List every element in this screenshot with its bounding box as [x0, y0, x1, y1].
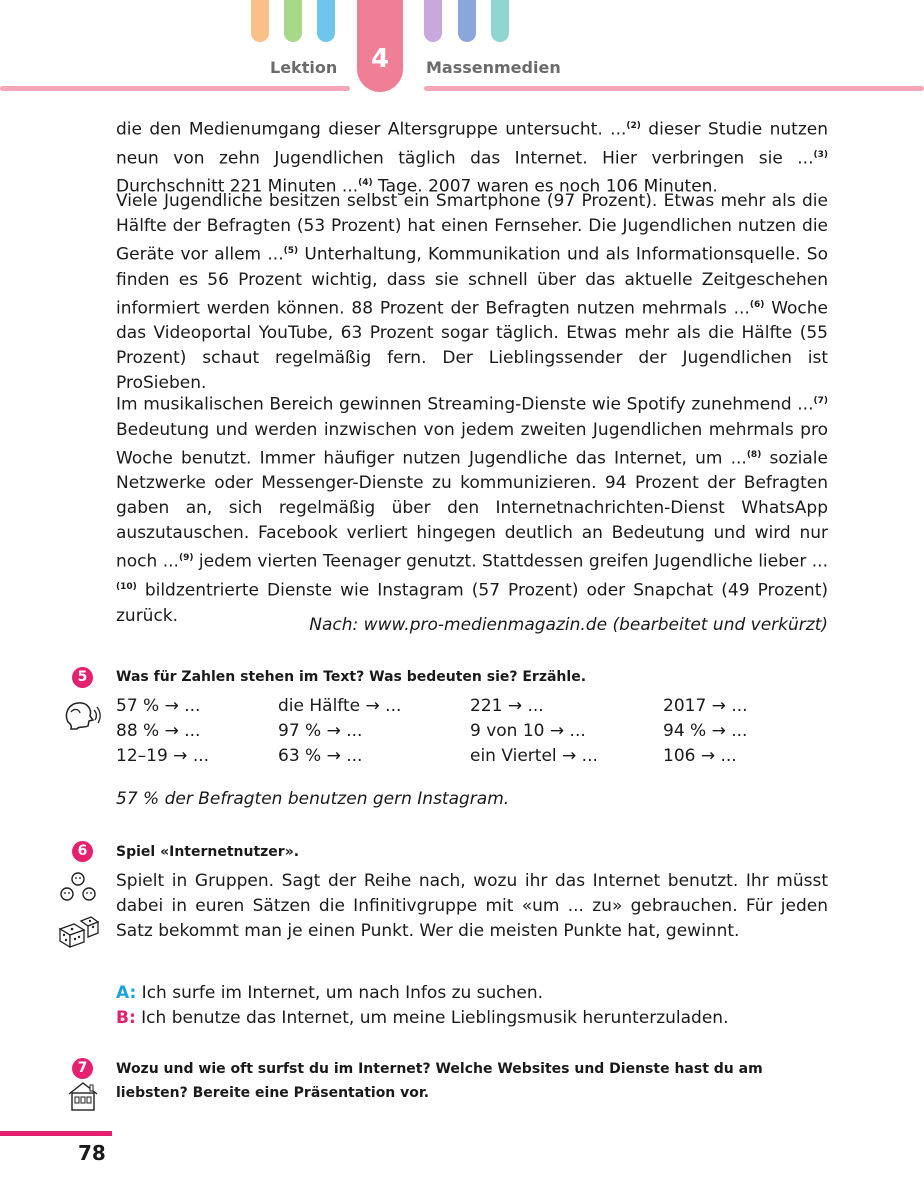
lesson-number: 4 — [370, 44, 390, 74]
article-paragraph-3: Im musikalischen Bereich gewinnen Streaming-Dienste wie Spotify zunehmend ...$^{(7)}$ Bedeutung und werden inzwischen von jedem zweiten Jugendlichen mehrmals pro Woche benutzt. Immer häufiger nutzen Jugendliche das Internet, um ...$^{(8)}$ soziale Netzwerke oder Messenger-Dienste zu kommunizieren. 94 Prozent der Befragten gaben an, sich regelmäßig über den Internetnachrichten-Dienst WhatsApp auszutauschen. Facebook verliert hingegen deutlich an Bedeutung und wird nur noch ...$^{(9)}$ jedem vierten Teenager genutzt. Stattdessen greifen Jugendliche lieber ...$^{(10)}$ bildzentrierte Dienste wie Instagram (57 Prozent) oder Snapchat (49 Prozent) zurück. — [116, 394, 828, 626]
dialog-line-b — [116, 1006, 728, 1031]
grid-item: 57 % → ... — [116, 696, 201, 716]
section-title: Massenmedien — [426, 58, 561, 77]
grid-item: 63 % → ... — [278, 746, 363, 766]
dialog-text-a: Ich surfe im Internet, um nach Infos zu suchen. — [136, 983, 544, 1003]
grid-item: 106 → ... — [663, 746, 737, 766]
color-tabs — [0, 0, 924, 44]
tab-green — [284, 0, 302, 42]
article-paragraph-1: die den Medienumgang dieser Altersgruppe untersucht. ...$^{(2)}$ dieser Studie nutzen neun von zehn Jugendlichen täglich das Internet. Hier verbringen sie ...$^{(3)}$ Durchschnitt 221 Minuten ...$^{(4)}$ Tage. 2007 waren es noch 106 Minuten. — [116, 119, 828, 197]
grid-item: 221 → ... — [470, 696, 544, 716]
grid-item: 97 % → ... — [278, 721, 363, 741]
task-6-number: 6 — [72, 841, 93, 862]
group-icon — [56, 870, 100, 906]
grid-item: 94 % → ... — [663, 721, 748, 741]
tab-teal — [491, 0, 509, 42]
speaker-a: A: — [116, 983, 137, 1003]
grid-item: 12–19 → ... — [116, 746, 210, 766]
task-5-example: 57 % der Befragten benutzen gern Instagram. — [116, 789, 510, 809]
header-line-left — [0, 86, 350, 91]
task-5-number: 5 — [72, 667, 93, 688]
grid-item: die Hälfte → ... — [278, 696, 402, 716]
dialog-text-b: Ich benutze das Internet, um meine Lieblingsmusik herunterzuladen. — [135, 1008, 729, 1028]
task-7-number: 7 — [72, 1058, 93, 1079]
grid-item: ein Viertel → ... — [470, 746, 598, 766]
task-6-instructions: Spielt in Gruppen. Sagt der Reihe nach, wozu ihr das Internet benutzt. Ihr müsst dabei in euren Sätzen die Infinitivgruppe mit «um ... zu» gebrauchen. Für jeden Satz bekommt man je einen Punkt. Wer die meisten Punkte hat, gewinnt. — [116, 871, 828, 941]
house-icon — [66, 1080, 100, 1112]
task-5-title: Was für Zahlen stehen im Text? Was bedeuten sie? Erzähle. — [116, 669, 587, 685]
article-paragraph-2: Viele Jugendliche besitzen selbst ein Smartphone (97 Prozent). Etwas mehr als die Hälfte der Befragten (53 Prozent) hat einen Fernseher. Die Jugendlichen nutzen die Geräte vor allem ...$^{(5)}$ Unterhaltung, Kommunikation und als Informationsquelle. So finden es 56 Prozent wichtig, dass sie schnell über das aktuelle Zeitgeschehen informiert werden können. 88 Prozent der Befragten nutzen mehrmals ...$^{(6)}$ Woche das Videoportal YouTube, 63 Prozent sogar täglich. Etwas mehr als die Hälfte (55 Prozent) schaut regelmäßig fern. Der Lieblingssender der Jugendlichen ist ProSieben. — [116, 191, 829, 394]
speaking-icon — [62, 698, 102, 732]
grid-item: 9 von 10 → ... — [470, 721, 586, 741]
lesson-label: Lektion — [270, 58, 338, 77]
task-7-title: Wozu und wie oft surfst du im Internet? Welche Websites und Dienste hast du am liebsten? Bereite eine Präsentation vor. — [116, 1061, 763, 1101]
article-source: Nach: www.pro-medienmagazin.de (bearbeitet und verkürzt) — [309, 615, 828, 635]
speaker-b: B: — [116, 1008, 136, 1028]
dice-icon — [57, 915, 99, 949]
header-line-right — [424, 86, 924, 91]
tab-orange — [251, 0, 269, 42]
grid-item: 88 % → ... — [116, 721, 201, 741]
footer-line — [0, 1131, 112, 1136]
tab-indigo — [458, 0, 476, 42]
page-number: 78 — [78, 1141, 106, 1165]
dialog-line-a — [116, 981, 543, 1006]
grid-item: 2017 → ... — [663, 696, 748, 716]
tab-blue — [317, 0, 335, 42]
task-6-title: Spiel «Internetnutzer». — [116, 844, 300, 860]
tab-purple — [424, 0, 442, 42]
